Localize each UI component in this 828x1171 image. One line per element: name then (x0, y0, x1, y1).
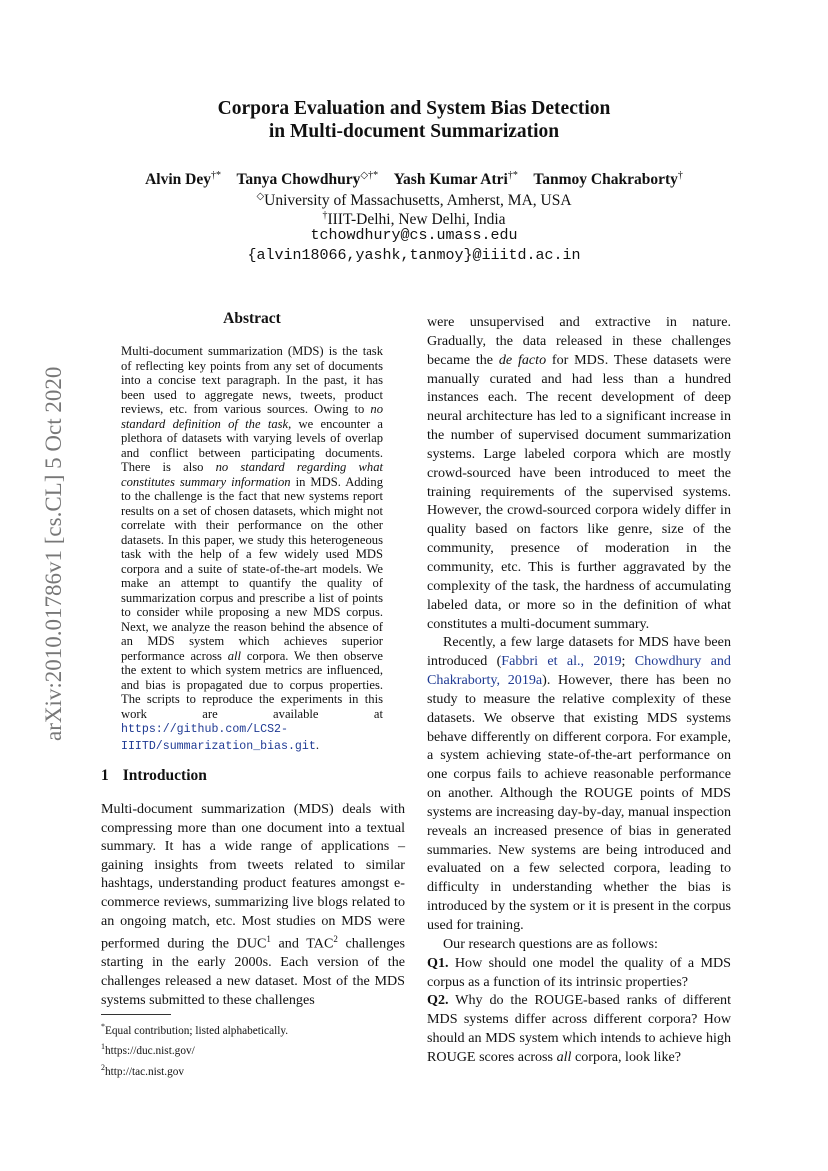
question-emphasis: all (556, 1048, 572, 1065)
section-title: Introduction (122, 767, 207, 784)
email-umass: tchowdhury@cs.umass.edu (310, 227, 518, 244)
abstract-emphasis: no standard definition of the task (121, 402, 383, 431)
intro-text: Multi-document summarization (MDS) deals with compressing more than one document into a textual summary. It has a wide range of applications – gaining insights from tweets related to similar hashtags, understanding product features amongst e-commerce reviews, summarizing live blogs related to an ongoing match, etc. Most studies on MDS were performed during the DUC (101, 801, 405, 952)
citation-separator: ; (621, 653, 635, 670)
footnote-text: Equal contribution; listed alphabetically. (105, 1024, 289, 1037)
right-column (427, 313, 731, 1067)
footnote-divider (101, 1014, 171, 1015)
research-question-1 (427, 954, 731, 992)
body-text: were unsupervised and extractive in nature. Gradually, the data released in these challenges became the (427, 314, 731, 368)
paper-title (0, 97, 828, 143)
author-name: Tanmoy Chakraborty (533, 171, 678, 189)
body-text: Recently, a few large datasets for MDS have been introduced ( (427, 634, 731, 670)
section-number: 1 (101, 767, 109, 784)
author-marks: †* (507, 170, 518, 181)
author-name: Yash Kumar Atri (393, 171, 508, 189)
question-label: Q2. (427, 992, 449, 1009)
abstract-text: , we encounter a plethora of datasets with varying levels of overlap and conflict between participating documents. There is also (121, 416, 383, 474)
research-question-2 (427, 991, 731, 1066)
body-text: for MDS. These datasets were manually curated and had less than a hundred instances each. The recent development of deep neural architecture has led to a significant increase in the number of supervised document summarization systems. Large labeled corpora which are mostly crowd-sourced have been introduced to meet the training requirements of the supervised systems. However, the crowd-sourced corpora widely differ in quality based on factors like genre, size of the community, presence of moderation in the community, etc. This is further aggravated by the complexity of the task, the hardness of accumulating labeled data, or more so in the definition of what constitutes a multi-document summary. (427, 351, 731, 632)
author-marks: † (677, 170, 683, 181)
email-iiitd: {alvin18066,yashk,tanmoy}@iiitd.ac.in (247, 247, 581, 264)
affiliation-mark: † (322, 210, 328, 221)
footnote-text: http://tac.nist.gov (105, 1065, 185, 1078)
paragraph (427, 633, 731, 935)
author-marks: ◇†* (360, 170, 379, 181)
arxiv-side-stamp: arXiv:2010.01786v1 [cs.CL] 5 Oct 2020 (41, 366, 66, 741)
title-line-1: Corpora Evaluation and System Bias Detection (217, 98, 611, 119)
author-name: Tanya Chowdhury (236, 171, 361, 189)
footnote-item (101, 1039, 421, 1059)
abstract-body (121, 344, 383, 754)
body-text: ). However, there has been no study to measure the relative complexity of these datasets. We observe that existing MDS systems behave differently on different corpora. For example, a system achieving state-of-the-art performance on one corpus fails to achieve reasonable performance on another. Although the ROUGE points of MDS systems are increasing day-by-day, manual inspection reveals an increased presence of bias in generated summaries. New systems are being introduced and evaluated on a few selected corpora, leading to difficulty in understanding whether the bias is introduced by the system or it is present in the corpus used for training. (427, 672, 731, 933)
introduction-paragraph (101, 800, 405, 1009)
footnote-item (101, 1060, 421, 1080)
code-repository-link[interactable]: https://github.com/LCS2-IIITD/summarization_bias.git (121, 723, 316, 753)
affiliation-text: IIIT-Delhi, New Delhi, India (327, 211, 506, 229)
citation-link[interactable]: Chowdhury and Chakraborty, 2019a (427, 653, 731, 689)
footnote-ref[interactable]: 1 (266, 934, 271, 945)
abstract-text: corpora. We then observe the extent to which system metrics are influenced, and bias is propagated due to corpus properties. The scripts to reproduce the experiments in this work are available at (121, 648, 383, 721)
title-line-2: in Multi-document Summarization (268, 121, 560, 142)
abstract-text: . (315, 737, 319, 752)
question-text: Why do the ROUGE-based ranks of different MDS systems differ across different corpora? How should an MDS system which intends to achieve high ROUGE scores across (427, 992, 731, 1065)
affiliation-mark: ◇ (256, 191, 265, 202)
abstract-text: in MDS. Adding to the challenge is the fact that new systems report results on a set of chosen datasets, which might not correlate with their performance on the other datasets. In this paper, we study this heterogeneous task with the help of a few widely used MDS corpora and a suite of state-of-the-art models. We make an attempt to quantify the quality of summarization corpus and prescribe a list of points to consider while proposing a new MDS corpus. Next, we analyze the reason behind the absence of an MDS system which achieves superior performance across (121, 474, 383, 663)
abstract-emphasis: no standard regarding what constitutes summary information (121, 460, 384, 489)
intro-text: and TAC (270, 935, 334, 952)
author-marks: †* (210, 170, 221, 181)
footnote-mark: 1 (101, 1042, 105, 1052)
paragraph (427, 313, 731, 633)
footnotes (101, 1019, 421, 1080)
section-heading-introduction (101, 767, 221, 785)
abstract-heading: Abstract (223, 310, 281, 327)
footnote-mark: * (101, 1022, 105, 1031)
citation-link[interactable]: Fabbri et al., 2019 (501, 653, 622, 670)
footnote-text: https://duc.nist.gov/ (105, 1045, 195, 1058)
footnote-item (101, 1019, 421, 1039)
author-name: Alvin Dey (145, 171, 211, 189)
footnote-ref[interactable]: 2 (333, 934, 338, 945)
abstract-text: Multi-document summarization (MDS) is the task of reflecting key points from any set of documents into a concise text paragraph. In the past, it has been used to aggregate news, tweets, product reviews, etc. from various sources. Owing to (121, 344, 383, 416)
question-label: Q1. (427, 954, 449, 971)
abstract-emphasis: all (227, 648, 242, 663)
footnote-mark: 2 (101, 1062, 105, 1072)
question-text: corpora, look like? (571, 1048, 682, 1065)
paragraph: Our research questions are as follows: (443, 935, 658, 952)
question-text: How should one model the quality of a MDS corpus as a function of its intrinsic properties? (427, 954, 731, 990)
author-list (0, 166, 828, 189)
body-emphasis: de facto (498, 351, 547, 368)
affiliation-text: University of Massachusetts, Amherst, MA, USA (264, 192, 572, 210)
intro-text: challenges starting in the early 2000s. Each version of the challenges released a new dataset. Most of the MDS systems submitted to these challenges (101, 935, 405, 1008)
